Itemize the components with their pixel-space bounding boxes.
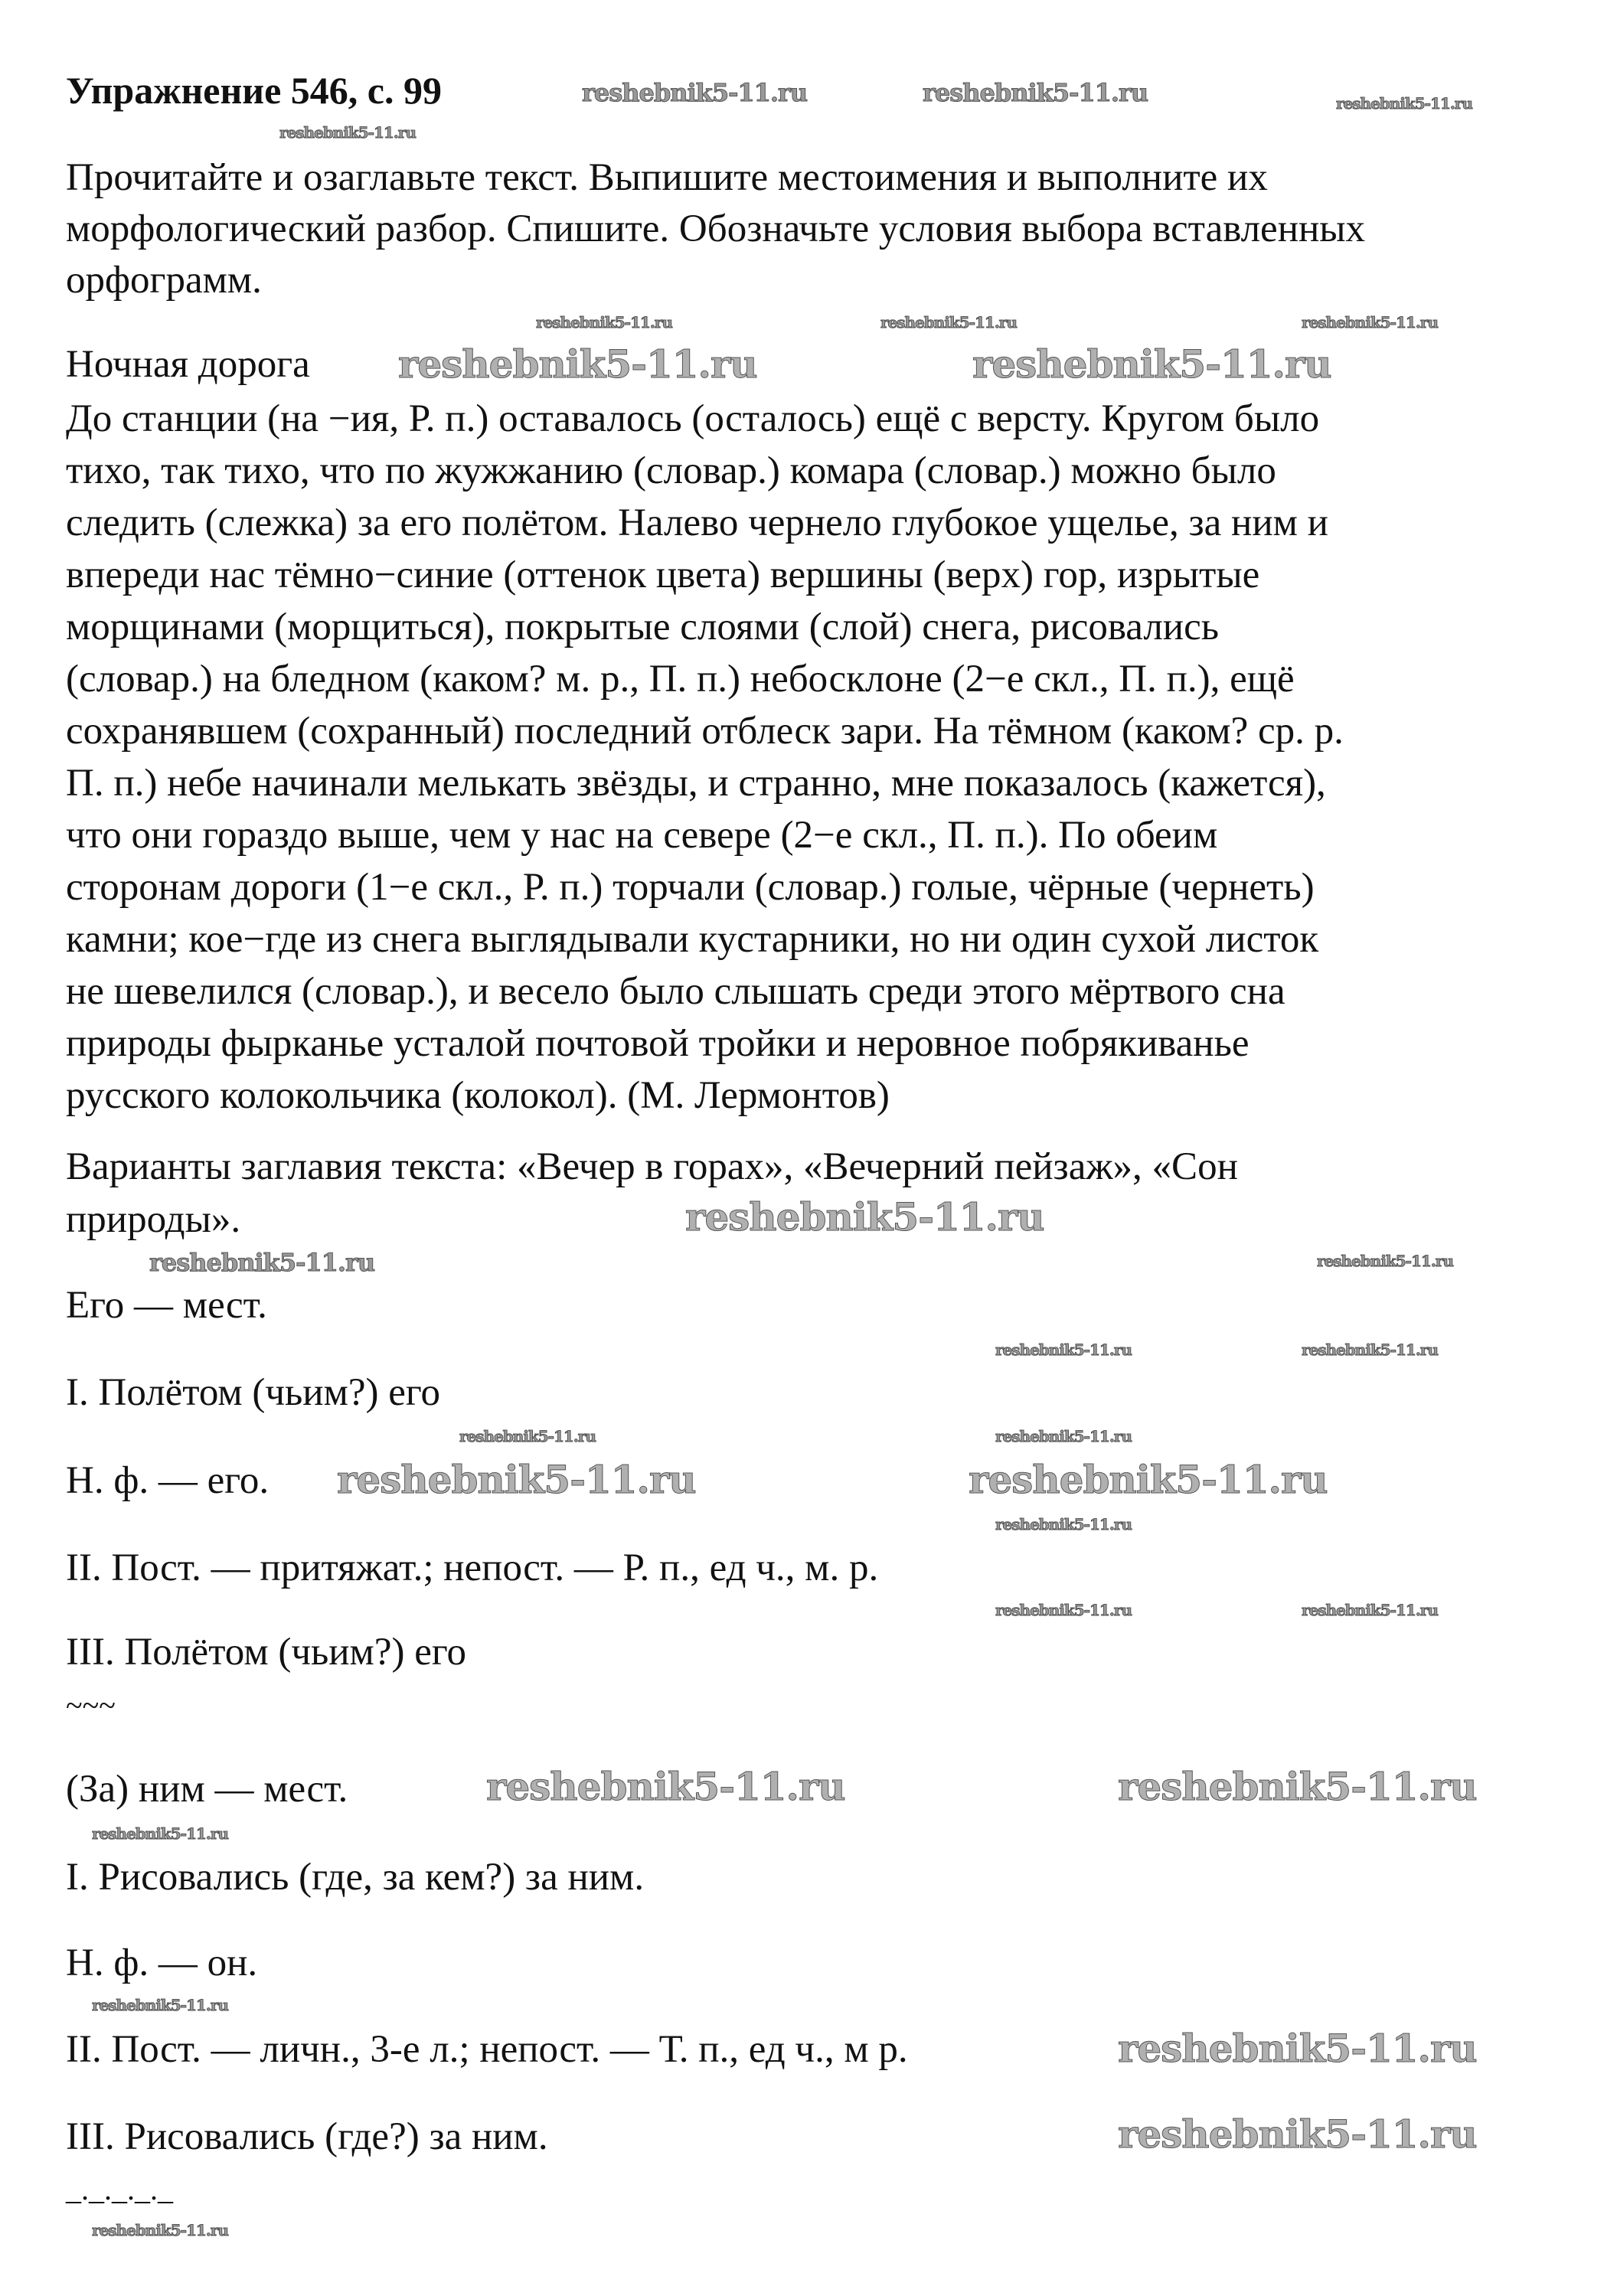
watermark: reshebnik5-11.ru	[92, 1996, 228, 2014]
watermark: reshebnik5-11.ru	[279, 123, 416, 142]
analysis-line: I. Рисовались (где, за кем?) за ним.	[66, 1856, 645, 1899]
text-line: П. п.) небе начинали мелькать звёзды, и странно, мне показалось (кажется),	[66, 762, 1326, 805]
instruction-line: морфологический разбор. Спишите. Обозначьте условия выбора вставленных	[66, 207, 1366, 250]
text-line: не шевелился (словар.), и весело было слышать среди этого мёртвого сна	[66, 970, 1285, 1013]
watermark: reshebnik5-11.ru	[972, 341, 1331, 387]
analysis-line: I. Полётом (чьим?) его	[66, 1371, 441, 1414]
text-line: русского колокольчика (колокол). (М. Лермонтов)	[66, 1074, 890, 1117]
analysis-line: III. Полётом (чьим?) его	[66, 1631, 466, 1674]
text-line: сторонам дороги (1−е скл., Р. п.) торчали (словар.) голые, чёрные (чернеть)	[66, 866, 1315, 909]
watermark: reshebnik5-11.ru	[1336, 94, 1472, 113]
watermark: reshebnik5-11.ru	[1302, 1601, 1438, 1619]
analysis-line: II. Пост. — притяжат.; непост. — Р. п., ед ч., м. р.	[66, 1546, 879, 1589]
text-line: следить (слежка) за его полётом. Налево чернело глубокое ущелье, за ним и	[66, 501, 1328, 544]
watermark: reshebnik5-11.ru	[536, 313, 672, 331]
text-line: морщинами (морщиться), покрытые слоями (слой) снега, рисовались	[66, 606, 1219, 648]
watermark: reshebnik5-11.ru	[337, 1457, 696, 1502]
watermark: reshebnik5-11.ru	[969, 1457, 1328, 1502]
watermark: reshebnik5-11.ru	[1118, 2026, 1477, 2071]
text-title: Ночная дорога	[66, 343, 310, 386]
instruction-line: орфограмм.	[66, 259, 262, 302]
text-line: До станции (на −ия, Р. п.) оставалось (осталось) ещё с версту. Кругом было	[66, 397, 1320, 440]
watermark: reshebnik5-11.ru	[459, 1427, 596, 1445]
text-line: тихо, так тихо, что по жужжанию (словар.) комара (словар.) можно было	[66, 449, 1276, 492]
variants-line: Варианты заглавия текста: «Вечер в горах», «Вечерний пейзаж», «Сон	[66, 1145, 1238, 1188]
watermark: reshebnik5-11.ru	[1118, 2111, 1477, 2157]
analysis-line: Н. ф. — его.	[66, 1459, 270, 1502]
analysis-line: (За) ним — мест.	[66, 1768, 348, 1811]
analysis-line: Н. ф. — он.	[66, 1942, 258, 1984]
watermark: reshebnik5-11.ru	[92, 2221, 228, 2239]
instruction-line: Прочитайте и озаглавьте текст. Выпишите местоимения и выполните их	[66, 156, 1268, 199]
watermark: reshebnik5-11.ru	[398, 341, 757, 387]
watermark: reshebnik5-11.ru	[995, 1515, 1132, 1533]
dash-dot-underline-mark: _._._._._	[66, 2172, 173, 2206]
watermark: reshebnik5-11.ru	[995, 1601, 1132, 1619]
text-line: (словар.) на бледном (каком? м. р., П. п.) небосклоне (2−е скл., П. п.), ещё	[66, 658, 1295, 701]
analysis-line: II. Пост. — личн., 3-е л.; непост. — Т. п., ед ч., м р.	[66, 2028, 908, 2071]
watermark: reshebnik5-11.ru	[92, 1824, 228, 1843]
text-line: что они гораздо выше, чем у нас на севере (2−е скл., П. п.). По обеим	[66, 814, 1218, 857]
text-line: сохранявшем (сохранный) последний отблеск зари. На тёмном (каком? ср. р.	[66, 710, 1344, 753]
watermark: reshebnik5-11.ru	[149, 1248, 375, 1277]
watermark: reshebnik5-11.ru	[995, 1341, 1132, 1359]
watermark: reshebnik5-11.ru	[1302, 1341, 1438, 1359]
exercise-title: Упражнение 546, с. 99	[66, 69, 442, 112]
watermark: reshebnik5-11.ru	[880, 313, 1017, 331]
watermark: reshebnik5-11.ru	[582, 78, 808, 107]
watermark: reshebnik5-11.ru	[923, 78, 1148, 107]
watermark: reshebnik5-11.ru	[1302, 313, 1438, 331]
watermark: reshebnik5-11.ru	[1317, 1252, 1453, 1270]
analysis-line: Его — мест.	[66, 1284, 267, 1327]
watermark: reshebnik5-11.ru	[685, 1194, 1044, 1239]
text-line: природы фырканье усталой почтовой тройки и неровное побрякиванье	[66, 1022, 1250, 1065]
variants-line: природы».	[66, 1198, 241, 1241]
watermark: reshebnik5-11.ru	[1118, 1764, 1477, 1809]
watermark: reshebnik5-11.ru	[995, 1427, 1132, 1445]
text-line: камни; кое−где из снега выглядывали кустарники, но ни один сухой листок	[66, 918, 1319, 961]
analysis-line: III. Рисовались (где?) за ним.	[66, 2115, 548, 2158]
wavy-underline-mark: ~~~	[66, 1688, 116, 1723]
watermark: reshebnik5-11.ru	[486, 1764, 845, 1809]
text-line: впереди нас тёмно−синие (оттенок цвета) вершины (верх) гор, изрытые	[66, 554, 1260, 596]
